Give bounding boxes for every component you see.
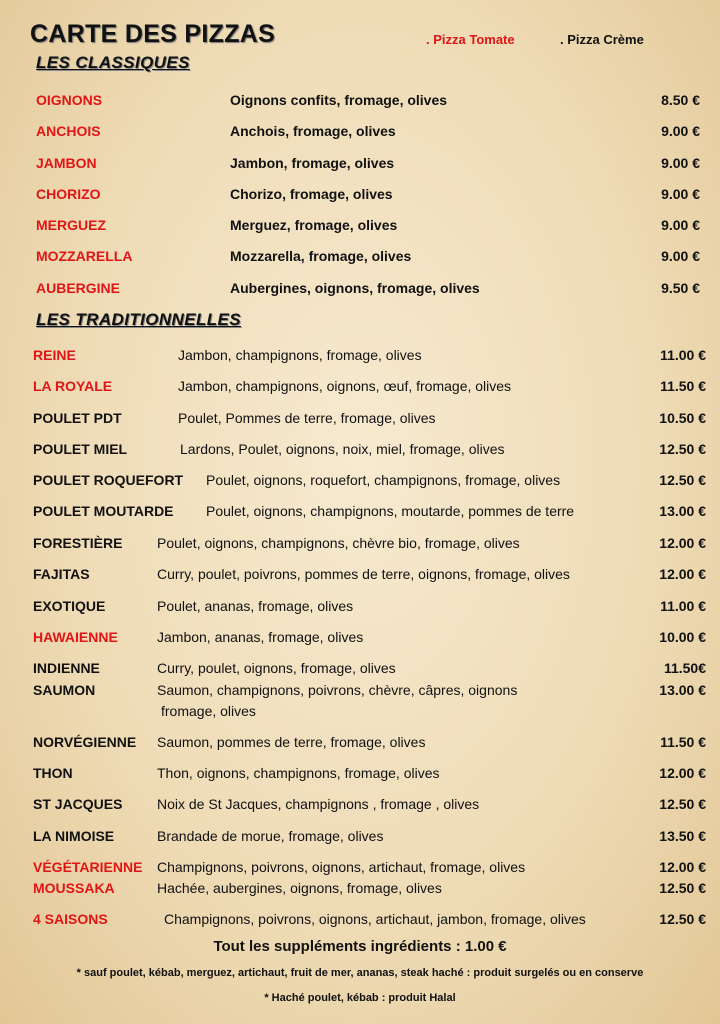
pizza-price: 11.50 € — [660, 378, 706, 394]
pizza-name: SAUMON — [33, 682, 96, 698]
pizza-name: AUBERGINE — [36, 280, 121, 296]
footer-note-halal: * Haché poulet, kébab : produit Halal — [264, 992, 456, 1004]
section-heading-traditionnelles: LES TRADITIONNELLES — [36, 310, 241, 329]
pizza-ingredients-continued: fromage, olives — [161, 703, 256, 719]
section-heading-classiques: LES CLASSIQUES — [36, 53, 190, 72]
pizza-ingredients: Saumon, champignons, poivrons, chèvre, câpres, oignons — [157, 682, 518, 698]
menu-item-row — [0, 535, 720, 555]
pizza-price: 10.00 € — [659, 629, 706, 645]
pizza-name: MERGUEZ — [36, 217, 106, 233]
pizza-ingredients: Jambon, fromage, olives — [230, 155, 395, 171]
pizza-price: 12.50 € — [659, 441, 706, 457]
pizza-ingredients: Chorizo, fromage, olives — [230, 186, 393, 202]
pizza-price: 12.00 € — [659, 535, 706, 551]
pizza-name: LA NIMOISE — [33, 828, 115, 844]
pizza-price: 9.00 € — [661, 186, 700, 202]
pizza-name: ST JACQUES — [33, 796, 123, 812]
pizza-ingredients: Lardons, Poulet, oignons, noix, miel, fromage, olives — [180, 441, 505, 457]
pizza-name: VÉGÉTARIENNE — [33, 859, 143, 875]
menu-item-row — [0, 682, 720, 702]
pizza-ingredients: Jambon, champignons, oignons, œuf, fromage, olives — [178, 378, 512, 394]
menu-item-row — [0, 280, 720, 300]
pizza-name: POULET MIEL — [33, 441, 128, 457]
pizza-ingredients: Poulet, oignons, champignons, moutarde, pommes de terre — [206, 503, 575, 519]
pizza-name: ANCHOIS — [36, 123, 101, 139]
pizza-name: THON — [33, 765, 73, 781]
menu-item-row — [0, 859, 720, 879]
menu-item-row — [0, 828, 720, 848]
menu-item-row — [0, 92, 720, 112]
pizza-ingredients: Saumon, pommes de terre, fromage, olives — [157, 734, 426, 750]
pizza-name: JAMBON — [36, 155, 97, 171]
pizza-ingredients: Aubergines, oignons, fromage, olives — [230, 280, 480, 296]
pizza-ingredients: Champignons, poivrons, oignons, artichaut, fromage, olives — [157, 859, 526, 875]
pizza-name: FAJITAS — [33, 566, 90, 582]
pizza-name: INDIENNE — [33, 660, 100, 676]
menu-item-row — [0, 347, 720, 367]
pizza-name: FORESTIÈRE — [33, 535, 123, 551]
pizza-price: 12.50 € — [659, 472, 706, 488]
pizza-price: 12.50 € — [659, 911, 706, 927]
pizza-name: 4 SAISONS — [33, 911, 108, 927]
pizza-price: 8.50 € — [661, 92, 700, 108]
legend-tomate: . Pizza Tomate — [426, 32, 515, 47]
pizza-ingredients: Poulet, Pommes de terre, fromage, olives — [178, 410, 436, 426]
pizza-price: 11.50 € — [660, 734, 706, 750]
pizza-name: LA ROYALE — [33, 378, 113, 394]
pizza-ingredients: Oignons confits, fromage, olives — [230, 92, 448, 108]
menu-item-row — [0, 796, 720, 816]
pizza-name: EXOTIQUE — [33, 598, 106, 614]
menu-item-row — [0, 410, 720, 430]
pizza-ingredients: Anchois, fromage, olives — [230, 123, 396, 139]
pizza-ingredients: Curry, poulet, poivrons, pommes de terre, oignons, fromage, olives — [157, 566, 570, 582]
pizza-ingredients: Jambon, ananas, fromage, olives — [157, 629, 364, 645]
menu-item-row — [0, 911, 720, 931]
menu-item-row — [0, 123, 720, 143]
pizza-ingredients: Brandade de morue, fromage, olives — [157, 828, 384, 844]
menu-item-row — [0, 248, 720, 268]
legend-creme: . Pizza Crème — [560, 32, 644, 47]
pizza-price: 12.50 € — [659, 796, 706, 812]
pizza-name: CHORIZO — [36, 186, 101, 202]
pizza-ingredients: Curry, poulet, oignons, fromage, olives — [157, 660, 396, 676]
pizza-price: 9.50 € — [661, 280, 700, 296]
pizza-price: 13.00 € — [659, 682, 706, 698]
menu-item-row — [0, 566, 720, 586]
page-title: CARTE DES PIZZAS — [30, 20, 276, 48]
pizza-price: 13.00 € — [659, 503, 706, 519]
pizza-name: POULET MOUTARDE — [33, 503, 174, 519]
menu-item-row — [0, 472, 720, 492]
menu-item-row — [0, 598, 720, 618]
pizza-price: 11.00 € — [660, 598, 706, 614]
pizza-ingredients: Poulet, oignons, champignons, chèvre bio, fromage, olives — [157, 535, 520, 551]
pizza-name: MOUSSAKA — [33, 880, 115, 896]
menu-item-row — [0, 734, 720, 754]
pizza-name: HAWAIENNE — [33, 629, 118, 645]
pizza-ingredients: Noix de St Jacques, champignons , fromage , olives — [157, 796, 480, 812]
pizza-name: NORVÉGIENNE — [33, 734, 137, 750]
pizza-price: 9.00 € — [661, 123, 700, 139]
pizza-price: 12.50 € — [659, 880, 706, 896]
pizza-name: REINE — [33, 347, 76, 363]
pizza-ingredients: Champignons, poivrons, oignons, artichaut, jambon, fromage, olives — [164, 911, 586, 927]
pizza-name: OIGNONS — [36, 92, 103, 108]
pizza-price: 11.00 € — [660, 347, 706, 363]
pizza-ingredients: Poulet, oignons, roquefort, champignons, fromage, olives — [206, 472, 561, 488]
pizza-name: POULET PDT — [33, 410, 122, 426]
menu-item-row — [0, 629, 720, 649]
pizza-ingredients: Mozzarella, fromage, olives — [230, 248, 412, 264]
pizza-ingredients: Thon, oignons, champignons, fromage, olives — [157, 765, 440, 781]
menu-item-row — [0, 217, 720, 237]
menu-item-row — [0, 880, 720, 900]
pizza-price: 12.00 € — [659, 566, 706, 582]
pizza-price: 9.00 € — [661, 217, 700, 233]
pizza-ingredients: Poulet, ananas, fromage, olives — [157, 598, 354, 614]
menu-item-row — [0, 378, 720, 398]
pizza-ingredients: Hachée, aubergines, oignons, fromage, olives — [157, 880, 442, 896]
menu-item-row — [0, 155, 720, 175]
menu-item-row — [0, 503, 720, 523]
pizza-price: 13.50 € — [659, 828, 706, 844]
pizza-ingredients: Jambon, champignons, fromage, olives — [178, 347, 422, 363]
pizza-name: POULET ROQUEFORT — [33, 472, 184, 488]
pizza-price: 10.50 € — [659, 410, 706, 426]
pizza-price: 9.00 € — [661, 155, 700, 171]
pizza-ingredients: Merguez, fromage, olives — [230, 217, 398, 233]
pizza-name: MOZZARELLA — [36, 248, 133, 264]
menu-item-row — [0, 765, 720, 785]
menu-item-row — [0, 660, 720, 680]
menu-item-row — [0, 441, 720, 461]
pizza-price: 11.50€ — [663, 660, 706, 676]
pizza-price: 12.00 € — [659, 859, 706, 875]
pizza-price: 12.00 € — [659, 765, 706, 781]
pizza-price: 9.00 € — [661, 248, 700, 264]
supplements-line: Tout les suppléments ingrédients : 1.00 € — [213, 938, 507, 955]
menu-item-row — [0, 186, 720, 206]
footer-note-frozen: * sauf poulet, kébab, merguez, artichaut, fruit de mer, ananas, steak haché : produit surgelés ou en conserve — [76, 967, 644, 979]
